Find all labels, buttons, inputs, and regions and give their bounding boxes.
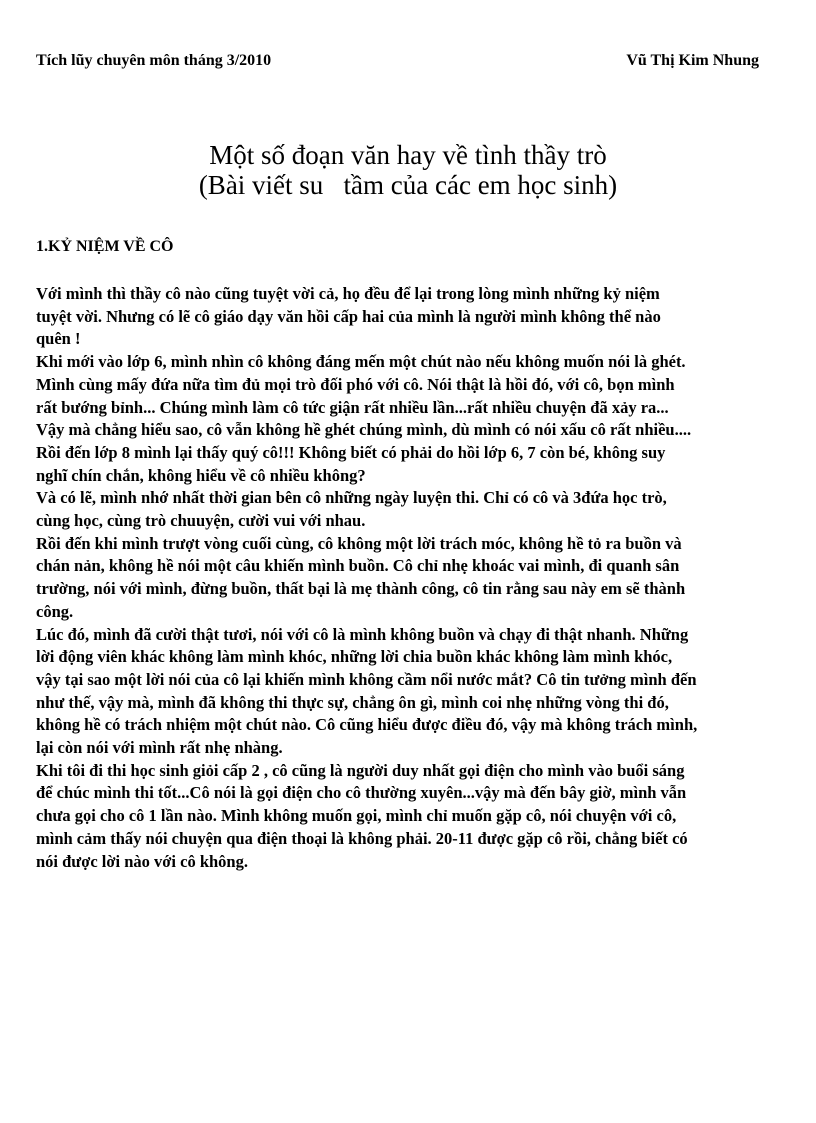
body-line: Và có lẽ, mình nhớ nhất thời gian bên cô những ngày luyện thi. Chỉ có cô và 3đứa học trò, — [36, 488, 667, 508]
body-line: nói được lời nào với cô không. — [36, 851, 248, 871]
body-line: rất bướng bỉnh... Chúng mình làm cô tức giận rất nhiều lần...rất nhiều chuyện đã xảy ra... — [36, 397, 669, 417]
body-line: để chúc mình thi tốt...Cô nói là gọi điện cho cô thường xuyên...vậy mà đến bây giờ, mình vẫn — [36, 783, 687, 803]
body-line: trường, nói với mình, đừng buồn, thất bại là mẹ thành công, cô tin rằng sau này em sẽ thành — [36, 579, 686, 599]
header-left: Tích lũy chuyên môn tháng 3/2010 — [36, 52, 272, 69]
body-line: Mình cùng mấy đứa nữa tìm đủ mọi trò đối phó với cô. Nói thật là hồi đó, với cô, bọn mình — [36, 374, 675, 394]
body-line: không hề có trách nhiệm một chút nào. Cô cũng hiểu được điều đó, vậy mà không trách mình, — [36, 715, 698, 735]
body-line: lại còn nói với mình rất nhẹ nhàng. — [36, 738, 283, 758]
body-line: Khi mới vào lớp 6, mình nhìn cô không đáng mến một chút nào nếu không muốn nói là ghét. — [36, 352, 686, 372]
body-line: Rồi đến khi mình trượt vòng cuối cùng, cô không một lời trách móc, không hề tỏ ra buồn và — [36, 533, 682, 553]
body-line: Rồi đến lớp 8 mình lại thấy quý cô!!! Không biết có phải do hồi lớp 6, 7 còn bé, không suy — [36, 442, 666, 462]
body-line: quên ! — [36, 329, 81, 349]
body-line: như thế, vậy mà, mình đã không thi thực sự, chẳng ôn gì, mình coi nhẹ những vòng thi đó, — [36, 692, 669, 712]
body-line: chán nản, không hề nói một câu khiến mình buồn. Cô chỉ nhẹ khoác vai mình, đi quanh sân — [36, 556, 680, 576]
body-line: Lúc đó, mình đã cười thật tươi, nói với cô là mình không buồn và chạy đi thật nhanh. Những — [36, 624, 689, 644]
document-title — [0, 140, 816, 200]
body-line: cùng học, cùng trò chuuyện, cười vui với nhau. — [36, 511, 366, 531]
body-line: Vậy mà chẳng hiểu sao, cô vẫn không hề ghét chúng mình, dù mình có nói xấu cô rất nhiều.... — [36, 420, 692, 440]
section-heading: 1.KỶ NIỆM VỀ CÔ — [36, 238, 174, 255]
body-line: vậy tại sao một lời nói của cô lại khiến mình không cầm nổi nước mắt? Cô tin tưởng mình đến — [36, 669, 697, 689]
body-line: mình cảm thấy nói chuyện qua điện thoại là không phải. 20-11 được gặp cô rồi, chẳng biết có — [36, 828, 688, 848]
body-text — [36, 283, 782, 873]
body-line: lời động viên khác không làm mình khóc, những lời chia buồn khác không làm mình khóc, — [36, 647, 673, 667]
header-right: Vũ Thị Kim Nhung — [626, 52, 759, 69]
body-line: Khi tôi đi thi học sinh giỏi cấp 2 , cô cũng là người duy nhất gọi điện cho mình vào buổi sáng — [36, 760, 685, 780]
body-line: chưa gọi cho cô 1 lần nào. Mình không muốn gọi, mình chỉ muốn gặp cô, nói chuyện với cô, — [36, 806, 677, 826]
body-line: tuyệt vời. Nhưng có lẽ cô giáo dạy văn hồi cấp hai của mình là người mình không thể nào — [36, 306, 661, 326]
body-line: công. — [36, 601, 74, 621]
body-line: Với mình thì thầy cô nào cũng tuyệt vời cả, họ đều để lại trong lòng mình những kỷ niệm — [36, 284, 660, 303]
title-line-2: (Bài viết su tầm của các em học sinh) — [198, 170, 618, 200]
title-line-1: Một số đoạn văn hay về tình thầy trò — [209, 140, 607, 170]
body-line: nghĩ chín chắn, không hiểu về cô nhiều không? — [36, 465, 366, 485]
